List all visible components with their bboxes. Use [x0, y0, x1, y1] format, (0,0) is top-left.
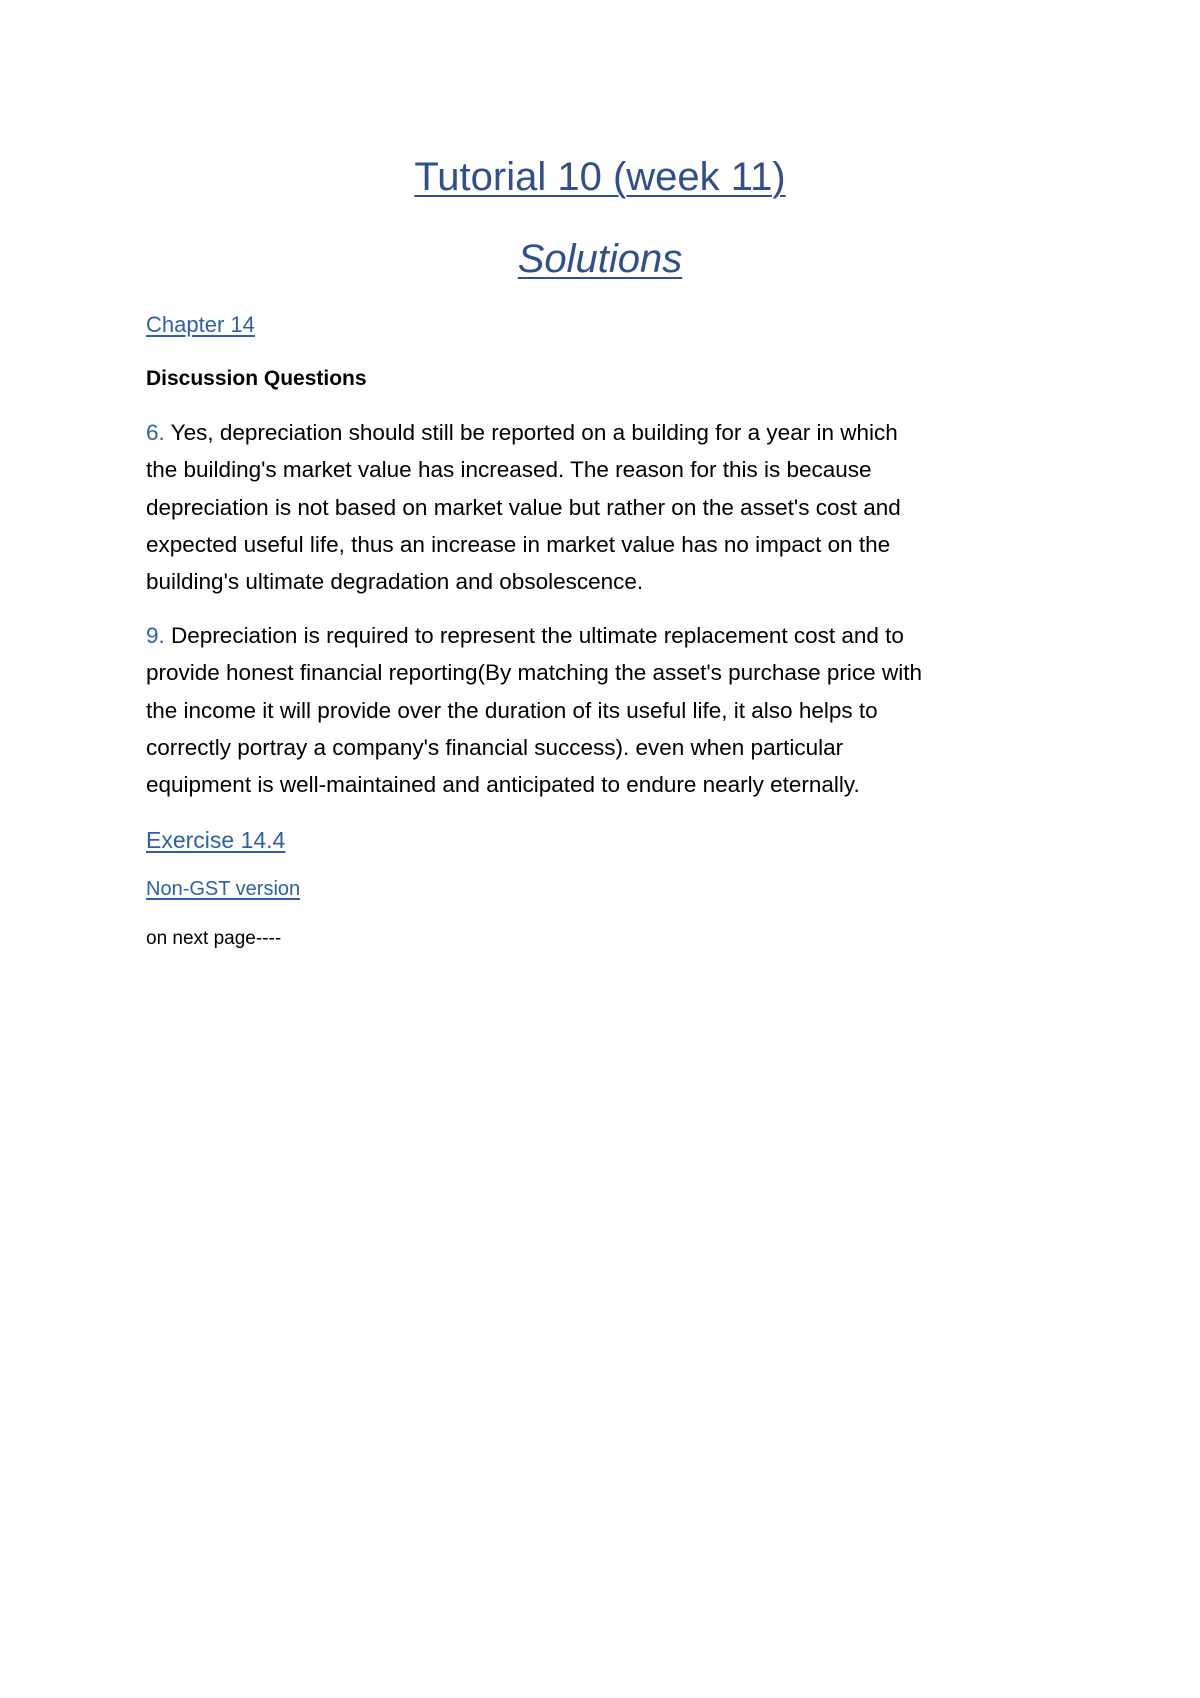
answer-line: depreciation is not based on market value but rather on the asset's cost and [146, 494, 901, 520]
answer-line: equipment is well-maintained and anticipated to endure nearly eternally. [146, 772, 860, 798]
page-subtitle: Solutions [517, 237, 683, 281]
non-gst-version-link[interactable]: Non-GST version [146, 878, 301, 900]
section-heading: Discussion Questions [146, 367, 367, 390]
answer-line: the income it will provide over the duration of its useful life, it also helps to [146, 697, 878, 723]
exercise-link[interactable]: Exercise 14.4 [146, 827, 286, 853]
answer-6 [146, 414, 1076, 600]
answer-line: Depreciation is required to represent the ultimate replacement cost and to [171, 623, 904, 648]
answer-line: provide honest financial reporting(By matching the asset's purchase price with [146, 660, 922, 686]
answer-line: building's ultimate degradation and obsolescence. [146, 569, 644, 595]
answer-line: the building's market value has increased. The reason for this is because [146, 457, 872, 483]
chapter-link[interactable]: Chapter 14 [146, 312, 255, 337]
answer-number: 6. [146, 420, 165, 445]
page-title: Tutorial 10 (week 11) [414, 155, 786, 199]
answer-line: Yes, depreciation should still be reported on a building for a year in which [170, 420, 898, 445]
next-page-note: on next page---- [146, 928, 282, 949]
answer-number: 9. [146, 623, 165, 648]
answer-9 [146, 617, 1076, 803]
answer-line: expected useful life, thus an increase in market value has no impact on the [146, 531, 891, 557]
answer-line: correctly portray a company's financial success). even when particular [146, 734, 844, 760]
